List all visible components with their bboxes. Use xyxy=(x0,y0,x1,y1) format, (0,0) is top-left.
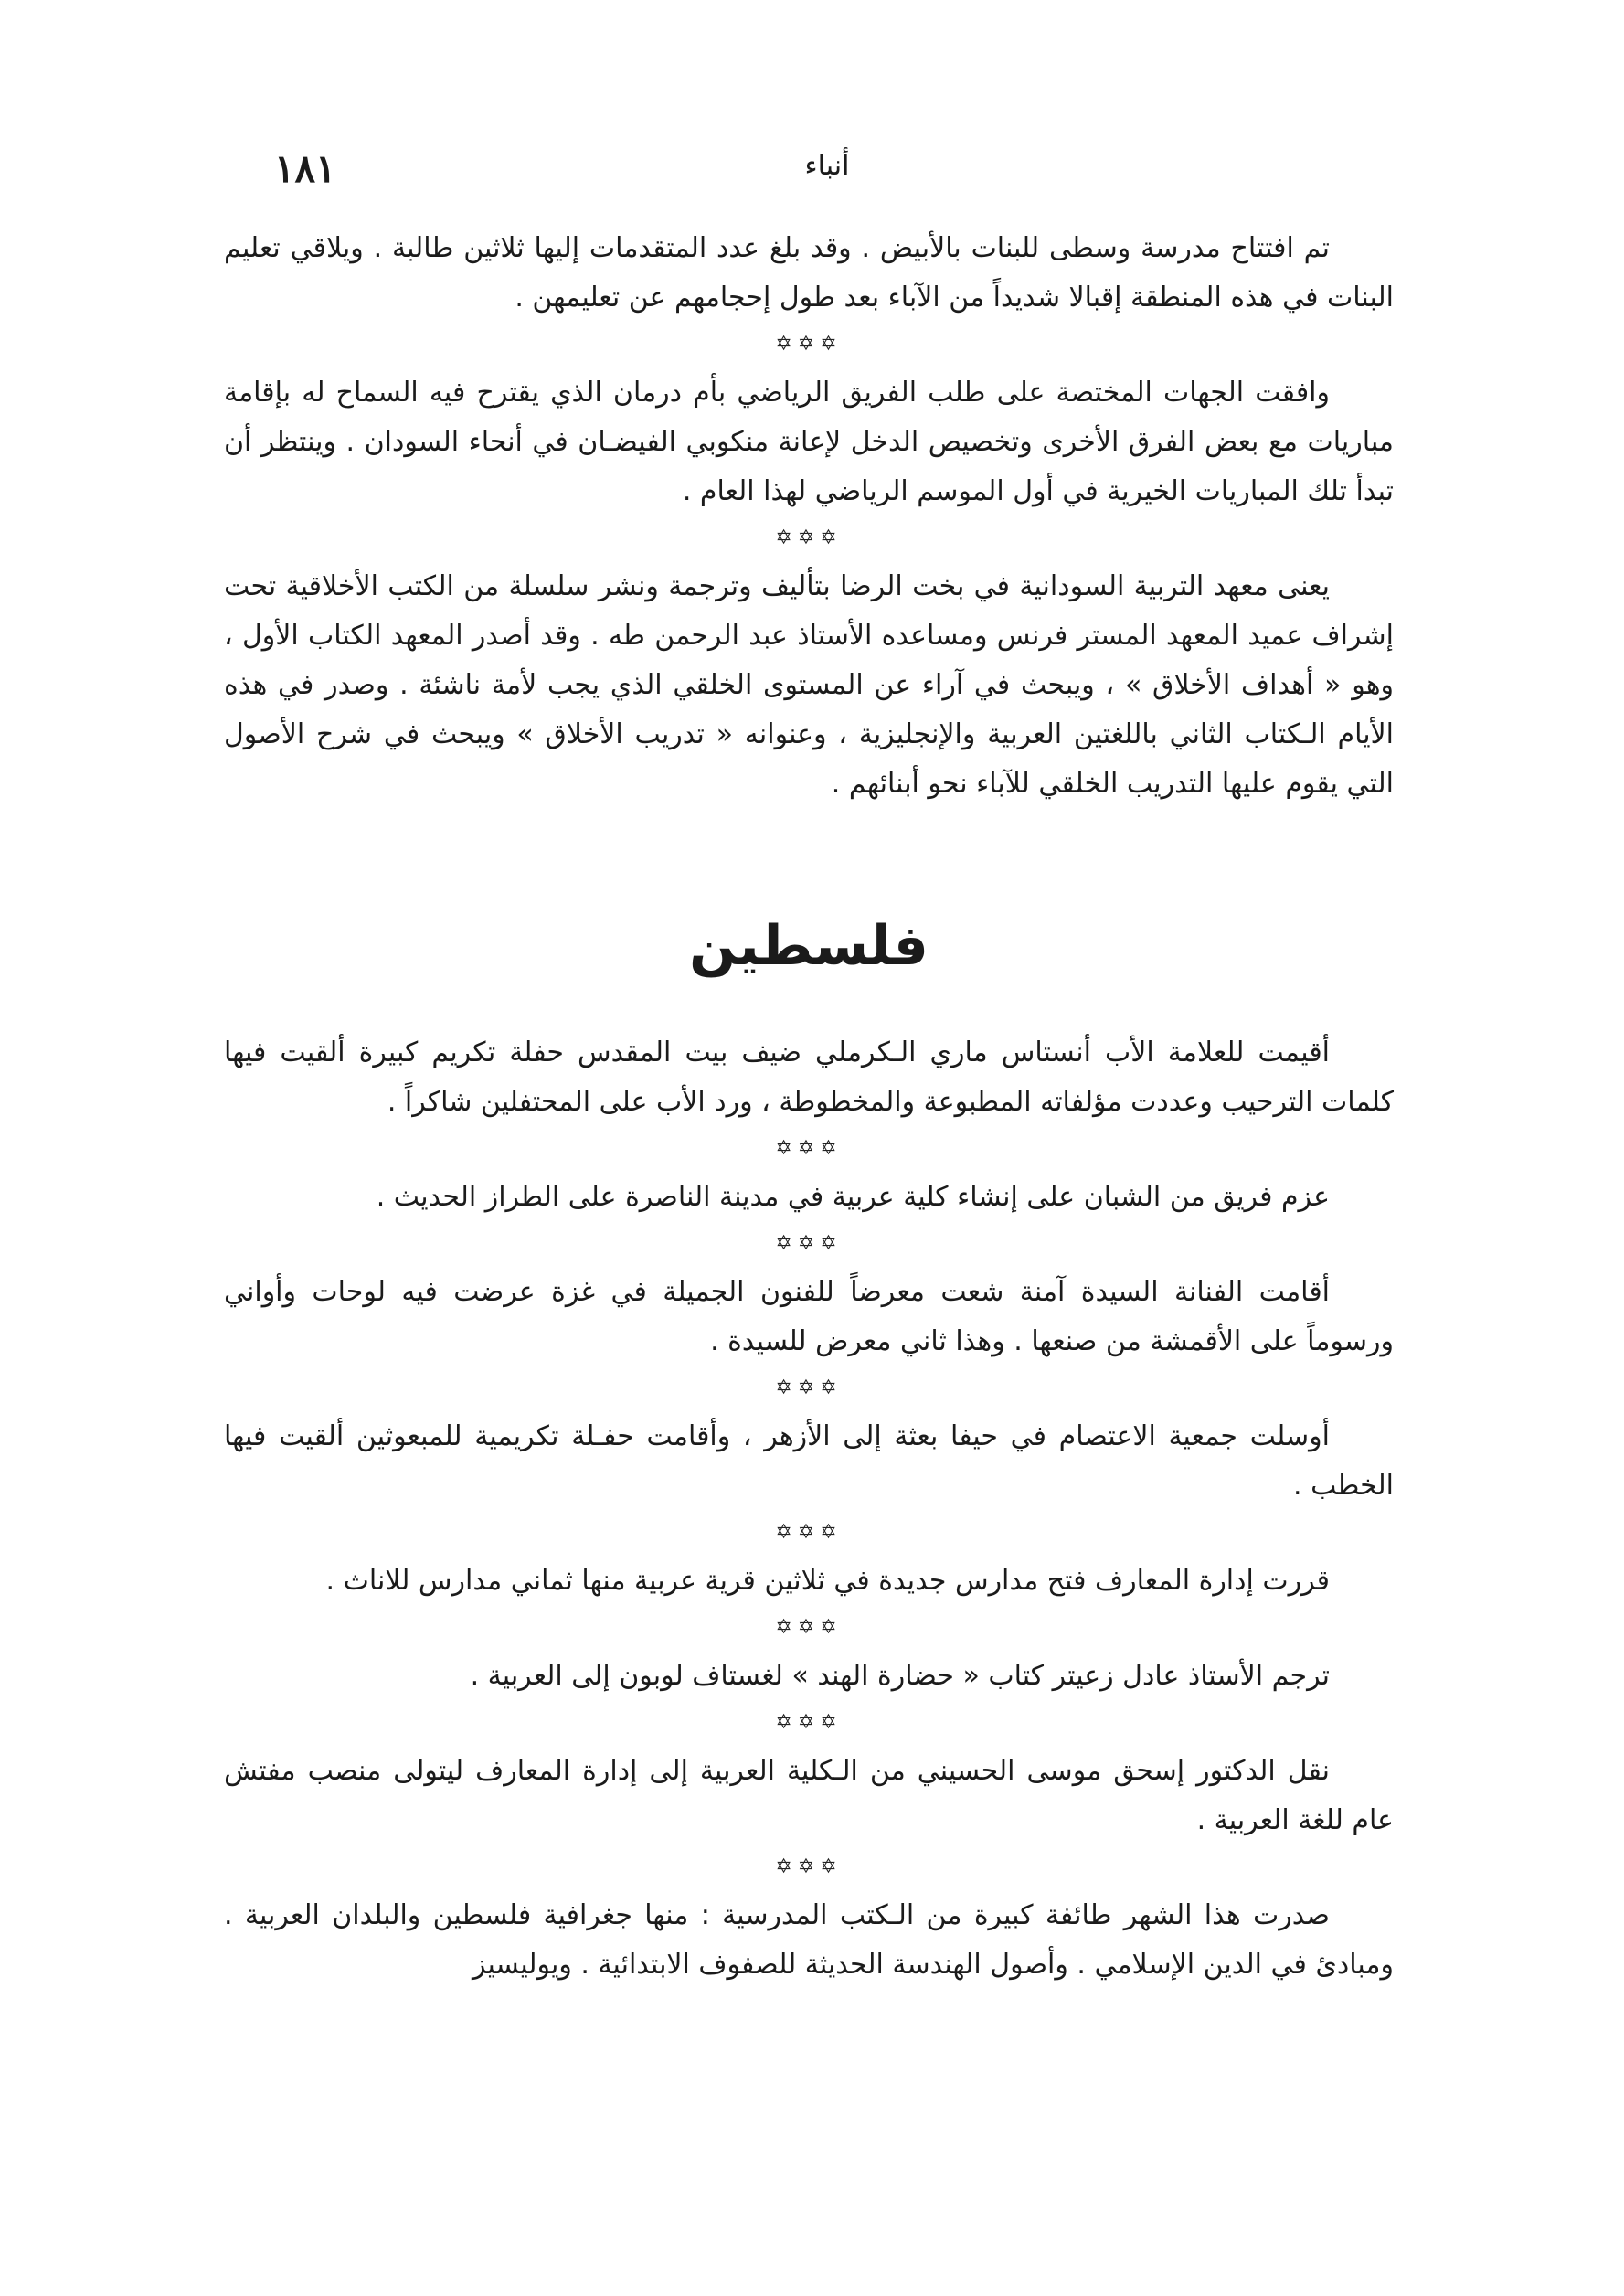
palestine-news-5: قررت إدارة المعارف فتح مدارس جديدة في ثلاثين قرية عربية منها ثماني مدارس للاناث . xyxy=(325,1565,1330,1597)
separator-stars-icon: ✡✡✡ xyxy=(775,1137,843,1160)
page-number: ١٨١ xyxy=(274,146,336,191)
palestine-news-6: ترجم الأستاذ عادل زعيتر كتاب « حضارة الهند » لغستاف لوبون إلى العربية . xyxy=(470,1660,1330,1692)
palestine-news-3: أقامت الفنانة السيدة آمنة شعت معرضاً للفنون الجميلة في غزة عرضت فيه لوحات وأواني ورسوماً على الأقمشة من صنعها . وهذا ثاني معرض للسيدة . xyxy=(224,1276,1394,1357)
palestine-news-8: صدرت هذا الشهر طائفة كبيرة من الـكتب المدرسية : منها جغرافية فلسطين والبلدان العربية . ومبادئ في الدين الإسلامي . وأصول الهندسة الحديثة للصفوف الابتدائية . ويوليسيز xyxy=(224,1899,1394,1981)
sudan-news-1: تم افتتاح مدرسة وسطى للبنات بالأبيض . وقد بلغ عدد المتقدمات إليها ثلاثين طالبة . ويلاقي تعليم البنات في هذه المنطقة إقبالا شديداً من الآباء بعد طول إحجامهم عن تعليمهن . xyxy=(224,232,1394,314)
separator-stars-icon: ✡✡✡ xyxy=(775,333,843,356)
sudan-news-3: يعنى معهد التربية السودانية في بخت الرضا بتأليف وترجمة ونشر سلسلة من الكتب الأخلاقية تحت إشراف عميد المعهد المستر فرنس ومساعده الأستاذ عبد الرحمن طه . وقد أصدر المعهد الكتاب الأول ، وهو « أهداف الأخلاق » ، ويبحث في آراء عن المستوى الخلقي الذي يجب لأمة ناشئة . وصدر في هذه الأيام الـكتاب الثاني باللغتين العربية والإنجليزية ، وعنوانه « تدريب الأخلاق » ويبحث في شرح الأصول التي يقوم عليها التدريب الخلقي للآباء نحو أبنائهم . xyxy=(224,570,1394,800)
separator-stars-icon: ✡✡✡ xyxy=(775,1232,843,1255)
separator-stars-icon: ✡✡✡ xyxy=(775,1855,843,1878)
separator-stars-icon: ✡✡✡ xyxy=(775,1377,843,1399)
separator-stars-icon: ✡✡✡ xyxy=(775,526,843,549)
separator-stars-icon: ✡✡✡ xyxy=(775,1616,843,1639)
palestine-news-2: عزم فريق من الشبان على إنشاء كلية عربية في مدينة الناصرة على الطراز الحديث . xyxy=(376,1181,1330,1213)
palestine-news-7: نقل الدكتور إسحق موسى الحسيني من الـكلية العربية إلى إدارة المعارف ليتولى منصب مفتش عام للغة العربية . xyxy=(224,1755,1394,1836)
section-title-palestine: فلسطين xyxy=(689,914,929,978)
separator-stars-icon: ✡✡✡ xyxy=(775,1521,843,1544)
article-body xyxy=(224,224,1394,1990)
palestine-news-4: أوسلت جمعية الاعتصام في حيفا بعثة إلى الأزهر ، وأقامت حفـلة تكريمية للمبعوثين ألقيت فيها الخطب . xyxy=(224,1420,1394,1502)
palestine-news-1: أقيمت للعلامة الأب أنستاس ماري الـكرملي ضيف بيت المقدس حفلة تكريم كبيرة ألقيت فيها كلمات الترحيب وعددت مؤلفاته المطبوعة والمخطوطة ، ورد الأب على المحتفلين شاكراً . xyxy=(224,1036,1394,1118)
running-head: أنباء xyxy=(804,150,850,182)
separator-stars-icon: ✡✡✡ xyxy=(775,1711,843,1734)
sudan-news-2: وافقت الجهات المختصة على طلب الفريق الرياضي بأم درمان الذي يقترح فيه السماح له بإقامة مباريات مع بعض الفرق الأخرى وتخصيص الدخل لإعانة منكوبي الفيضـان في أنحاء السودان . وينتظر أن تبدأ تلك المباريات الخيرية في أول الموسم الرياضي لهذا العام . xyxy=(224,377,1394,507)
page-header xyxy=(265,146,1389,201)
